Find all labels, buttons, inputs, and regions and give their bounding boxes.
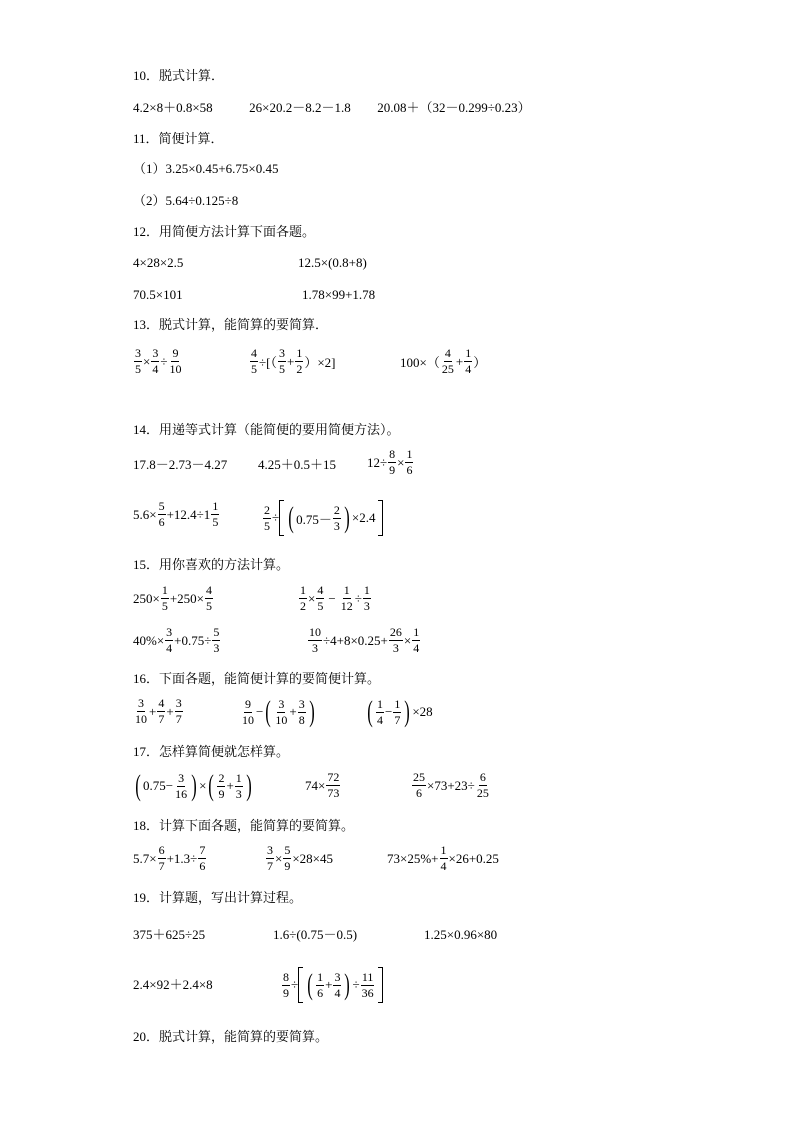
denominator: 9	[218, 786, 225, 801]
denominator: 7	[158, 859, 165, 873]
math-token: ×28	[412, 704, 433, 719]
denominator: 3	[392, 641, 399, 655]
q10-title: 10．脱式计算．	[133, 68, 225, 83]
numerator: 1	[377, 696, 383, 711]
denominator: 3	[333, 518, 340, 533]
numerator: 3	[278, 346, 285, 360]
denominator: 4	[377, 712, 383, 727]
q15-expr-2	[298, 584, 372, 613]
q18-title: 18．计算下面各题，能简算的要简算。	[133, 818, 355, 833]
numerator: 1	[235, 770, 242, 785]
denominator: 4	[465, 362, 472, 376]
q14-expr-5	[262, 500, 383, 536]
fraction	[389, 626, 403, 655]
fraction	[241, 698, 255, 727]
math-token: +	[166, 703, 174, 719]
math-token: +0.75÷	[174, 632, 212, 648]
math-token: ×2.4	[351, 510, 376, 525]
fraction	[175, 697, 183, 726]
denominator: 10	[169, 362, 182, 376]
numerator: 1	[363, 583, 370, 597]
math-token: +12.4÷1	[166, 506, 211, 522]
numerator: 8	[283, 969, 289, 984]
fraction	[333, 504, 341, 533]
numerator: 4	[444, 346, 451, 360]
numerator: 6	[158, 843, 165, 857]
fraction	[363, 584, 371, 613]
denominator: 6	[406, 463, 413, 477]
denominator: 3	[312, 641, 318, 655]
denominator: 5	[264, 518, 270, 533]
q10-expr-2: 26×20.2－8.2－1.8	[249, 100, 351, 115]
math-token: 0.75−	[143, 778, 174, 793]
q16-expr-2	[240, 697, 317, 727]
numerator: 5	[284, 843, 291, 857]
math-token: ÷	[160, 353, 168, 369]
fraction	[316, 584, 324, 613]
left-paren: (	[367, 695, 373, 728]
q15-expr-3	[133, 626, 221, 655]
right-paren: )	[344, 501, 350, 534]
numerator: 1	[212, 499, 219, 513]
fraction	[174, 772, 188, 801]
denominator: 5	[135, 362, 141, 376]
denominator: 5	[212, 515, 219, 529]
q19-expr-4: 2.4×92＋2.4×8	[133, 977, 213, 992]
fraction	[217, 772, 225, 801]
right-paren: )	[191, 769, 197, 802]
denominator: 10	[135, 712, 147, 726]
fraction	[412, 771, 426, 800]
math-token: ÷4+8×0.25+	[323, 632, 388, 648]
denominator: 5	[161, 599, 168, 613]
numerator: 6	[479, 770, 486, 784]
denominator: 10	[242, 712, 254, 727]
numerator: 10	[309, 625, 321, 639]
numerator: 2	[264, 502, 270, 517]
denominator: 7	[175, 712, 182, 726]
denominator: 4	[166, 641, 173, 655]
numerator: 25	[413, 770, 425, 784]
denominator: 12	[340, 599, 353, 613]
numerator: 3	[166, 625, 173, 639]
q16-expr-1	[133, 697, 184, 726]
q11-title: 11．简便计算．	[133, 131, 224, 146]
denominator: 25	[441, 362, 454, 376]
left-paren: (	[135, 769, 141, 802]
numerator: 3	[135, 346, 141, 360]
math-token: −	[385, 704, 393, 719]
left-square-bracket	[279, 500, 284, 536]
math-token: ×	[308, 590, 316, 606]
math-token: 40%×	[133, 632, 165, 648]
fraction	[250, 347, 258, 376]
q18-expr-2	[265, 844, 333, 873]
q10-expr-1: 4.2×8＋0.8×58	[133, 100, 213, 115]
q18-expr-1	[133, 844, 207, 873]
fraction	[235, 772, 243, 801]
q13-expr-2	[249, 347, 335, 376]
q19-title: 19．计算题，写出计算过程。	[133, 890, 303, 905]
left-paren: (	[307, 968, 313, 1001]
math-token: 12÷	[367, 454, 388, 470]
math-token: +	[149, 703, 157, 719]
math-token: 73×25%+	[387, 850, 439, 866]
q20-title: 20．脱式计算，能简算的要简算。	[133, 1029, 329, 1044]
denominator: 5	[206, 599, 213, 613]
fraction	[212, 626, 220, 655]
q19-expr-3: 1.25×0.96×80	[424, 927, 498, 942]
q12-expr-2: 12.5×(0.8+8)	[298, 255, 367, 270]
math-token: +250×	[169, 590, 205, 606]
q19-expr-5	[281, 967, 383, 1003]
fraction	[388, 448, 396, 477]
numerator: 1	[394, 696, 401, 711]
fraction	[440, 844, 448, 873]
denominator: 7	[267, 859, 273, 873]
fraction	[333, 971, 341, 1000]
math-token: ×	[143, 353, 151, 369]
math-token: ×28×45	[292, 850, 334, 866]
q12-title: 12．用简便方法计算下面各题。	[133, 224, 316, 239]
math-token: ）	[473, 355, 487, 370]
numerator: 4	[251, 346, 257, 360]
fraction	[299, 584, 307, 613]
left-square-bracket	[298, 967, 303, 1003]
fraction	[361, 971, 375, 1000]
q18-expr-3	[387, 844, 499, 873]
numerator: 3	[152, 346, 159, 360]
fraction	[205, 584, 213, 613]
fraction	[158, 500, 166, 529]
fraction	[295, 347, 303, 376]
q13-expr-1	[133, 347, 183, 376]
fraction	[211, 500, 219, 529]
denominator: 2	[296, 362, 303, 376]
numerator: 3	[178, 770, 185, 785]
q12-expr-4: 1.78×99+1.78	[302, 287, 376, 302]
fraction	[393, 698, 401, 727]
left-paren: (	[208, 769, 215, 802]
denominator: 5	[251, 362, 257, 376]
q15-expr-4	[307, 626, 421, 655]
numerator: 4	[206, 583, 213, 597]
numerator: 3	[267, 843, 273, 857]
fraction	[134, 347, 142, 376]
numerator: 1	[296, 346, 303, 360]
numerator: 3	[138, 696, 144, 710]
math-token: +	[226, 778, 234, 793]
fraction	[263, 504, 271, 533]
fraction	[298, 698, 306, 727]
numerator: 3	[298, 696, 305, 711]
fraction	[326, 771, 340, 800]
right-square-bracket	[378, 967, 383, 1003]
fraction	[151, 347, 159, 376]
denominator: 4	[413, 641, 420, 655]
numerator: 5	[213, 625, 220, 639]
numerator: 4	[317, 583, 324, 597]
q16-title: 16．下面各题，能简便计算的要简便计算。	[133, 671, 381, 686]
fraction	[165, 626, 173, 655]
math-token: 5.7×	[133, 850, 157, 866]
right-paren: )	[246, 769, 252, 802]
q17-expr-2	[305, 771, 341, 800]
left-paren: (	[265, 695, 272, 728]
fraction	[376, 698, 384, 727]
math-token: ÷	[272, 510, 280, 525]
numerator: 11	[361, 969, 374, 984]
denominator: 4	[334, 985, 341, 1000]
math-token: +	[455, 353, 464, 369]
numerator: 72	[327, 770, 340, 784]
denominator: 2	[300, 599, 306, 613]
q14-title: 14．用递等式计算（能简便的要用简便方法）。	[133, 422, 400, 437]
numerator: 7	[199, 843, 206, 857]
fraction	[158, 844, 166, 873]
denominator: 9	[389, 463, 396, 477]
fraction	[266, 844, 274, 873]
q10-expr-3: 20.08＋（32－0.299÷0.23）	[377, 100, 531, 115]
numerator: 9	[172, 346, 179, 360]
left-paren: (	[288, 501, 294, 534]
fraction	[134, 697, 148, 726]
fraction	[308, 626, 322, 655]
numerator: 3	[334, 969, 341, 984]
math-token: +	[286, 353, 295, 369]
fraction	[161, 584, 169, 613]
numerator: 1	[440, 843, 447, 857]
denominator: 7	[158, 712, 165, 726]
q19-expr-2: 1.6÷(0.75－0.5)	[273, 927, 358, 942]
fraction	[464, 347, 472, 376]
q14-expr-2: 4.25＋0.5＋15	[258, 457, 337, 472]
math-token: 74×	[305, 777, 326, 793]
fraction	[412, 626, 420, 655]
math-token: ）×2]	[304, 355, 336, 370]
denominator: 8	[298, 712, 305, 727]
q17-title: 17．怎样算简便就怎样算。	[133, 744, 290, 759]
q12-expr-1: 4×28×2.5	[133, 255, 184, 270]
fraction	[476, 771, 490, 800]
fraction	[157, 697, 165, 726]
q11-part-1: （1）3.25×0.45+6.75×0.45	[133, 161, 279, 176]
fraction	[441, 347, 455, 376]
denominator: 4	[440, 859, 447, 873]
q15-title: 15．用你喜欢的方法计算。	[133, 557, 290, 572]
q14-expr-4	[133, 500, 220, 529]
right-paren: )	[344, 968, 351, 1001]
numerator: 8	[389, 447, 396, 461]
math-token: ÷	[354, 590, 362, 606]
denominator: 5	[317, 599, 324, 613]
fraction	[168, 347, 182, 376]
math-token: ×	[199, 778, 207, 793]
numerator: 1	[343, 583, 350, 597]
numerator: 1	[317, 969, 324, 984]
math-token: ×	[403, 632, 412, 648]
numerator: 1	[406, 447, 413, 461]
denominator: 3	[235, 786, 242, 801]
q17-expr-3	[411, 771, 491, 800]
q12-expr-3: 70.5×101	[133, 287, 183, 302]
right-paren: )	[404, 695, 411, 728]
numerator: 3	[175, 696, 182, 710]
math-token: ×	[397, 454, 405, 470]
fraction	[340, 584, 354, 613]
q19-expr-1: 375＋625÷25	[133, 927, 206, 942]
q17-expr-1	[133, 771, 254, 801]
denominator: 3	[213, 641, 220, 655]
denominator: 5	[278, 362, 285, 376]
q13-expr-3	[400, 347, 486, 376]
numerator: 1	[300, 583, 306, 597]
q13-title: 13．脱式计算，能简算的要简算．	[133, 317, 329, 332]
numerator: 9	[245, 696, 251, 711]
denominator: 6	[416, 786, 422, 800]
fraction	[282, 971, 290, 1000]
denominator: 4	[152, 362, 159, 376]
numerator: 2	[333, 502, 340, 517]
numerator: 1	[161, 583, 168, 597]
fraction	[405, 448, 413, 477]
math-token: 250×	[133, 590, 160, 606]
numerator: 4	[158, 696, 165, 710]
math-token: −	[256, 704, 264, 719]
fraction	[274, 698, 288, 727]
fraction	[283, 844, 291, 873]
numerator: 1	[413, 625, 420, 639]
q10-expressions	[133, 100, 531, 116]
denominator: 36	[361, 985, 374, 1000]
denominator: 7	[394, 712, 401, 727]
q11-part-2: （2）5.64÷0.125÷8	[133, 193, 239, 208]
numerator: 26	[389, 625, 402, 639]
math-token: ×	[275, 850, 283, 866]
numerator: 3	[278, 696, 285, 711]
fraction	[316, 971, 324, 1000]
math-token: 5.6×	[133, 506, 157, 522]
math-token: 0.75－	[296, 511, 332, 527]
q15-expr-1	[133, 584, 214, 613]
math-token: +1.3÷	[166, 850, 198, 866]
math-token: +	[289, 704, 297, 719]
denominator: 25	[476, 786, 489, 800]
fraction	[278, 347, 286, 376]
q16-expr-3	[365, 697, 433, 727]
math-token: 100×（	[400, 355, 440, 370]
math-token: ÷	[291, 977, 299, 992]
denominator: 9	[284, 859, 291, 873]
q14-expr-1: 17.8－2.73－4.27	[133, 457, 228, 472]
numerator: 1	[465, 346, 472, 360]
math-token: ÷	[352, 977, 360, 992]
denominator: 73	[327, 786, 340, 800]
math-token: +	[325, 977, 333, 992]
denominator: 16	[175, 786, 188, 801]
right-square-bracket	[378, 500, 383, 536]
denominator: 10	[275, 712, 288, 727]
numerator: 5	[158, 499, 165, 513]
denominator: 6	[199, 859, 206, 873]
fraction	[198, 844, 206, 873]
math-token: ÷[（	[259, 355, 277, 370]
denominator: 9	[283, 985, 289, 1000]
math-token: −	[328, 590, 336, 606]
numerator: 2	[218, 770, 225, 785]
q14-expr-3	[367, 448, 414, 477]
denominator: 6	[158, 515, 165, 529]
math-token: ×73+23÷	[427, 777, 475, 793]
right-paren: )	[308, 695, 315, 728]
math-token: ×26+0.25	[448, 850, 499, 866]
denominator: 6	[317, 985, 324, 1000]
denominator: 3	[363, 599, 370, 613]
